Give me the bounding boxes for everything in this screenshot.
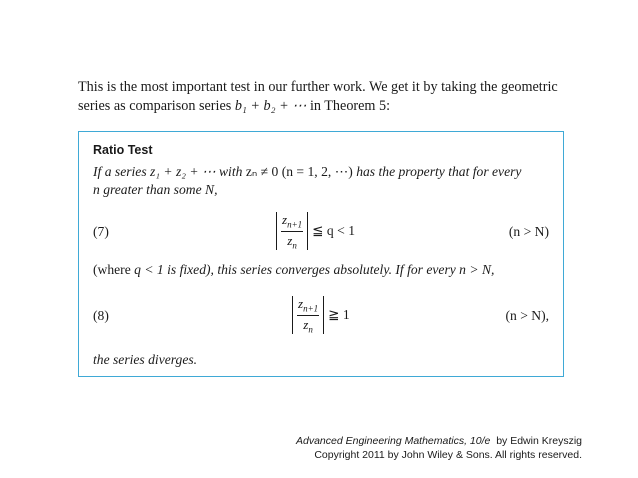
eq8-numerator: $z_{n+1}$ xyxy=(298,296,319,314)
eq8-condition: (n > N), xyxy=(505,308,549,323)
theorem-q-cond: q < 1 xyxy=(134,262,164,277)
eq8-rhs: ≧ 1 xyxy=(328,307,350,323)
intro-line-2 xyxy=(78,97,578,116)
theorem-line-3-a: (where xyxy=(93,262,135,277)
eq7-fraction xyxy=(281,212,303,250)
eq8-number: (8) xyxy=(93,308,109,323)
eq8-denominator: $z_n$ xyxy=(303,316,313,335)
theorem-box xyxy=(78,131,564,377)
theorem-line-3-c: is fixed), this series converges absolutely. If for every n > N, xyxy=(163,262,495,277)
theorem-line-1-c: with xyxy=(215,164,246,179)
copyright-line: Copyright 2011 by John Wiley & Sons. All rights reserved. xyxy=(314,449,582,461)
theorem-line-1-a: If a series xyxy=(93,164,151,179)
eq7-rhs: ≦ q < 1 xyxy=(312,223,355,239)
eq7-condition: (n > N) xyxy=(508,224,549,239)
eq7-formula xyxy=(276,212,355,250)
book-title: Advanced Engineering Mathematics, 10/e xyxy=(296,435,491,447)
credit-block xyxy=(296,434,582,462)
eq7-number: (7) xyxy=(93,224,109,239)
theorem-line-1-e: has the property that for every xyxy=(352,164,522,179)
theorem-line-1 xyxy=(93,164,521,180)
intro-paragraph xyxy=(78,78,578,116)
book-author: by Edwin Kreyszig xyxy=(490,435,582,447)
eq7-numerator: $z_{n+1}$ xyxy=(282,212,303,230)
theorem-line-3 xyxy=(93,262,494,278)
eq8-fraction xyxy=(297,296,319,334)
eq8-abs xyxy=(292,296,324,334)
intro-series-expr: b₁ + b₂ + ⋯ xyxy=(234,98,307,114)
intro-line-1: This is the most important test in our further work. We get it by taking the geometric xyxy=(78,79,558,95)
eq8-formula xyxy=(292,296,350,334)
intro-line-2-end: in Theorem 5: xyxy=(306,98,391,114)
eq7-abs xyxy=(276,212,308,250)
theorem-title: Ratio Test xyxy=(93,143,153,157)
intro-line-2-start: series as comparison series xyxy=(78,98,235,114)
eq7-denominator: $z_n$ xyxy=(287,232,297,251)
theorem-line-2: n greater than some N, xyxy=(93,182,218,197)
theorem-series-expr: z₁ + z₂ + ⋯ xyxy=(150,164,216,179)
theorem-nonzero-cond: zₙ ≠ 0 (n = 1, 2, ⋯) xyxy=(245,164,353,179)
credit-line-1 xyxy=(296,434,582,448)
theorem-line-4: the series diverges. xyxy=(93,352,198,367)
